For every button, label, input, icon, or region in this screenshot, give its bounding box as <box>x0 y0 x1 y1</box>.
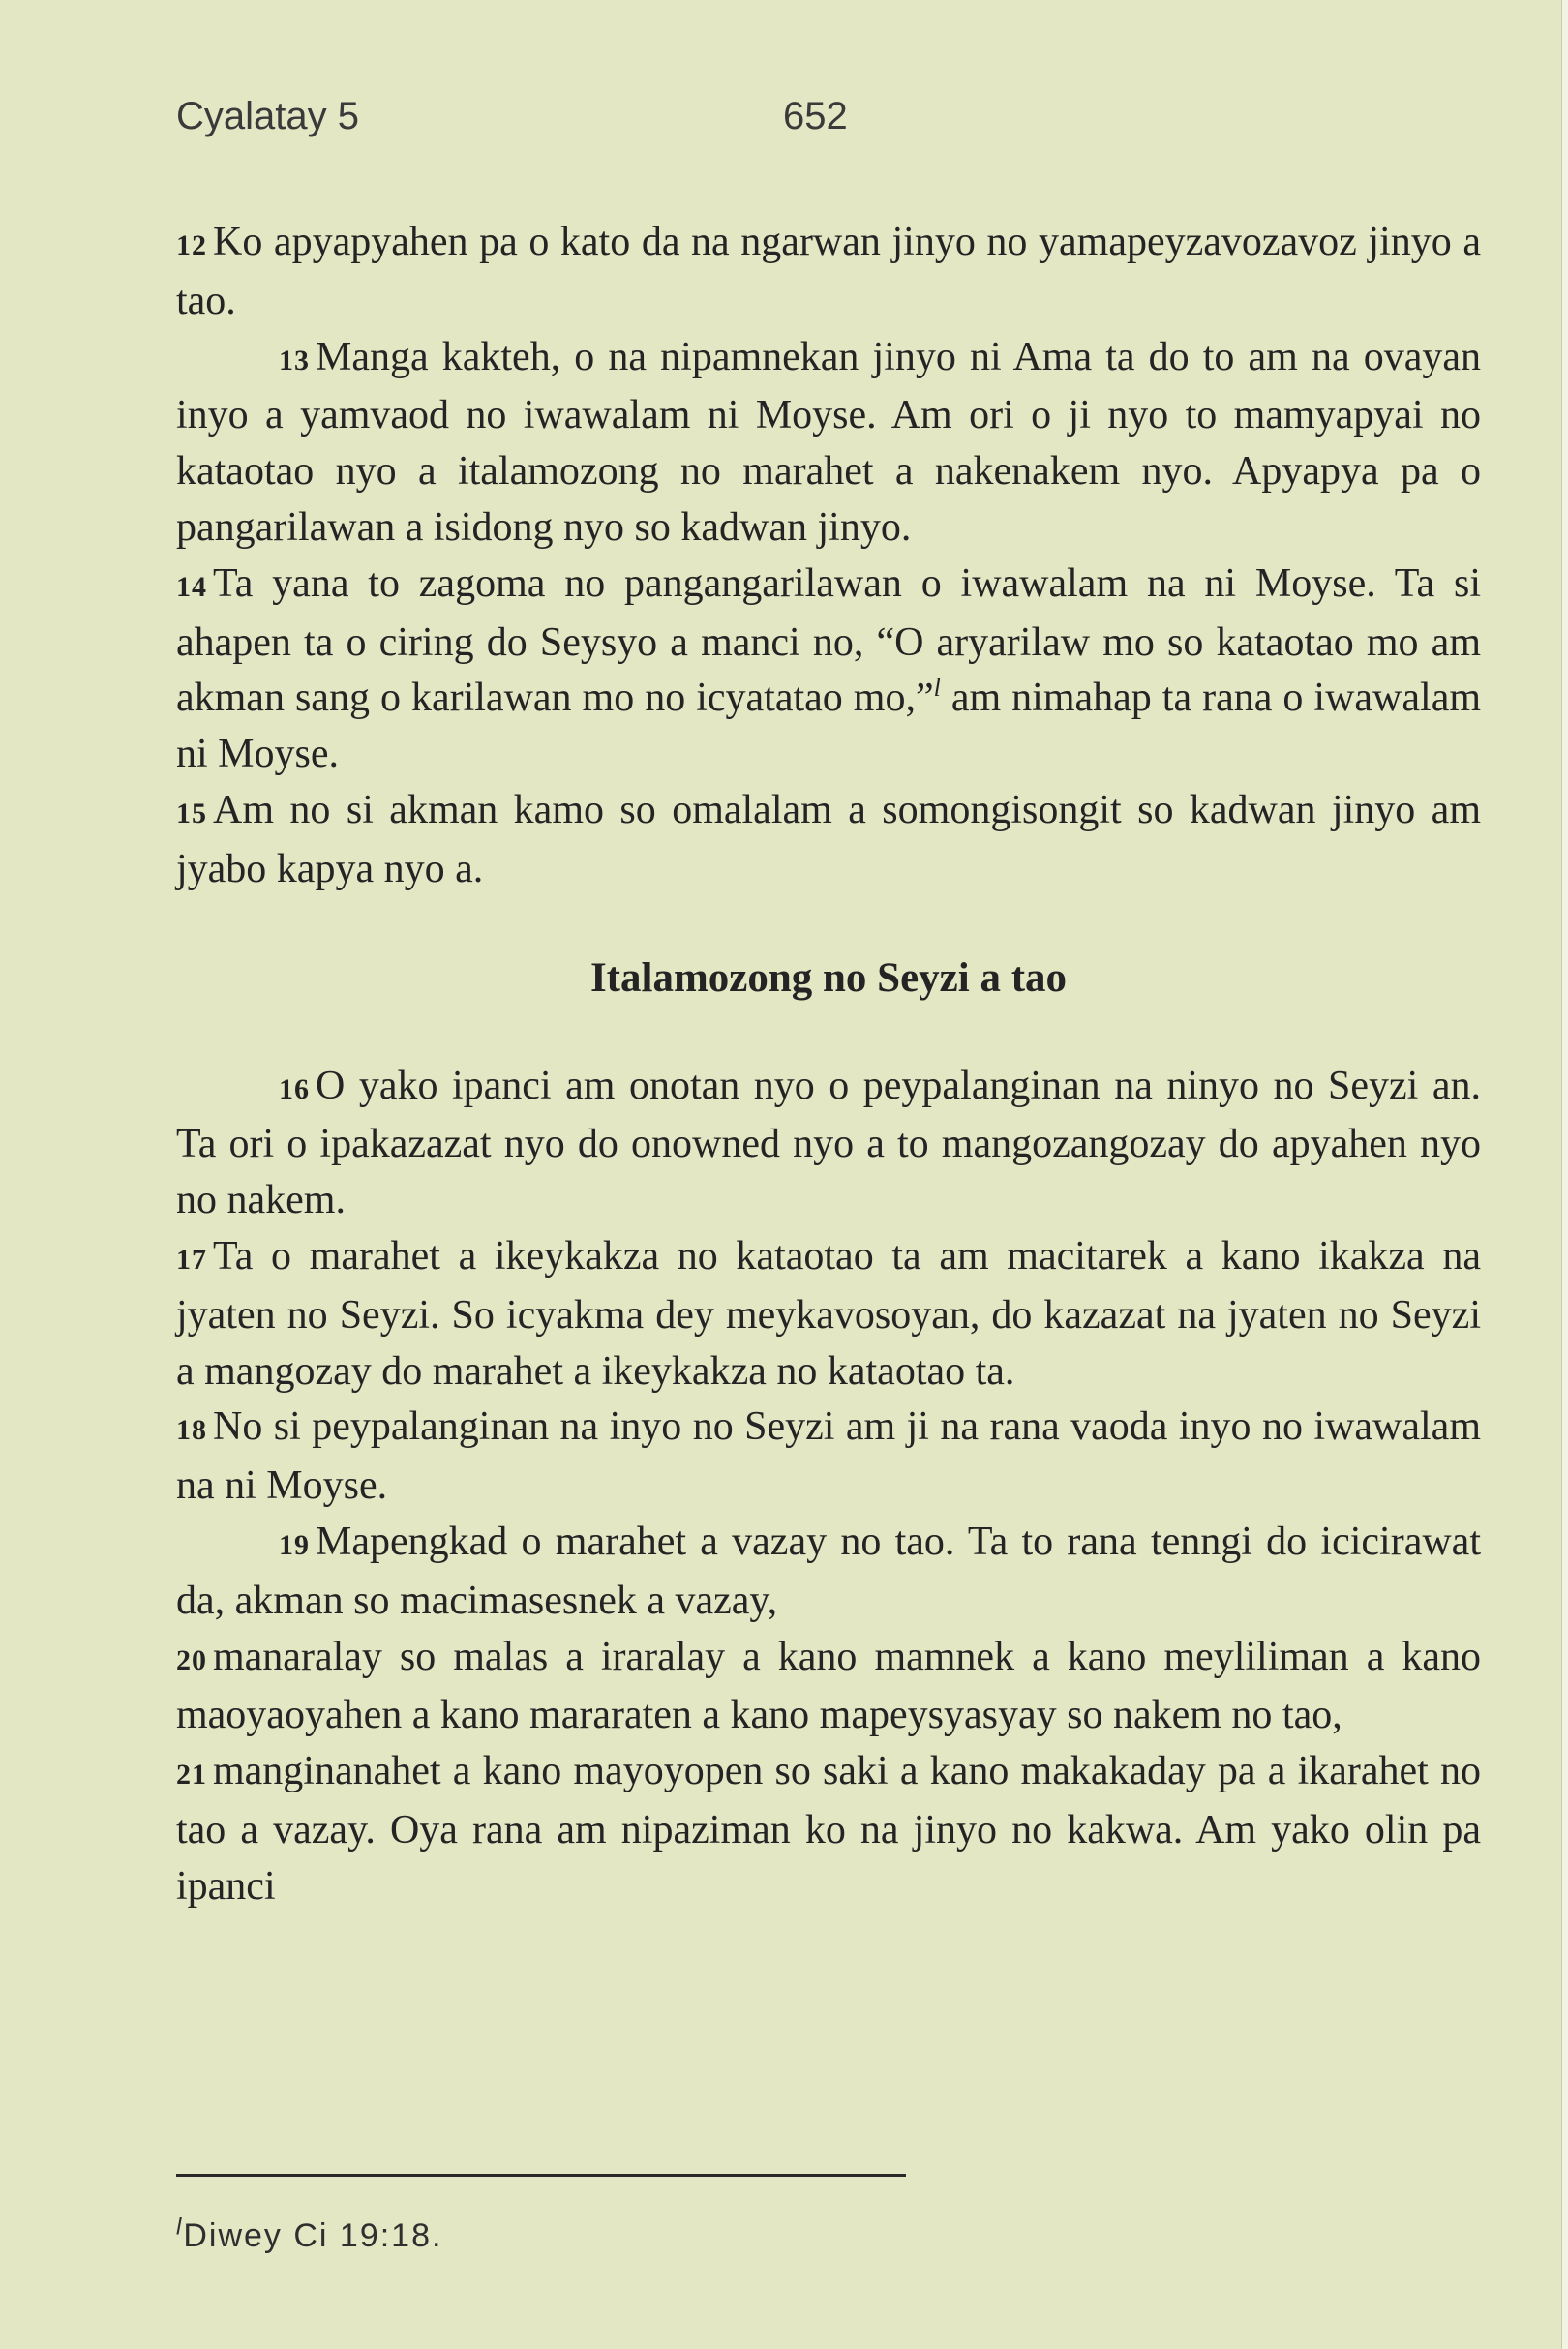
verse-16 <box>176 1059 1481 1229</box>
page-number: 652 <box>783 95 848 137</box>
footnote-marker: l <box>176 2213 184 2241</box>
verse-text: manginanahet a kano mayoyopen so saki a kano makakaday pa a ikarahet no tao a vazay. Oya rana am nipaziman ko na jinyo no kakwa. Am yako olin pa ipanci <box>176 1749 1481 1909</box>
verse-15 <box>176 783 1481 898</box>
verse-number: 14 <box>176 570 207 603</box>
verse-19 <box>176 1515 1481 1630</box>
footnote-divider <box>176 2174 906 2177</box>
verse-18 <box>176 1400 1481 1515</box>
verse-21 <box>176 1744 1481 1914</box>
verse-13 <box>176 330 1481 557</box>
verse-text-continued: am nimahap ta rana o iwawalam ni Moyse. <box>176 676 1482 777</box>
main-text <box>176 215 1481 1915</box>
verse-number: 17 <box>176 1243 207 1276</box>
verse-text: O yako ipanci am onotan nyo o peypalanginan na ninyo no Seyzi an. Ta ori o ipakazazat nyo do onowned nyo a to mangozangozay do apyahen nyo no nakem. <box>176 1063 1481 1223</box>
footnote-text: Diwey Ci 19:18. <box>183 2217 443 2254</box>
verse-number: 12 <box>176 229 207 261</box>
verse-number: 21 <box>176 1759 207 1792</box>
verse-17 <box>176 1229 1481 1400</box>
verse-14 <box>176 557 1481 783</box>
verse-number: 15 <box>176 797 207 829</box>
verse-text: Ta yana to zagoma no pangangarilawan o iwawalam na ni Moyse. Ta si ahapen ta o ciring do Seysyo a manci no, “O aryarilaw mo so kataotao mo am akman sang o karilawan mo no icyatatao mo,” <box>176 560 1481 721</box>
section-heading: Italamozong no Seyzi a tao <box>589 954 1068 1001</box>
verse-number: 18 <box>176 1414 207 1447</box>
footnote-reference[interactable]: l <box>933 674 941 703</box>
verse-12 <box>176 215 1481 330</box>
page-header <box>176 95 1473 153</box>
book-chapter-title: Cyalatay 5 <box>176 95 359 137</box>
verse-number: 16 <box>279 1072 310 1105</box>
verse-number: 19 <box>279 1528 310 1561</box>
verse-text: manaralay so malas a iraralay a kano mamnek a kano meyliliman a kano maoyaoyahen a kano mararaten a kano mapeysyasyay so nakem no tao, <box>176 1634 1481 1738</box>
verse-text: No si peypalanginan na inyo no Seyzi am ji na rana vaoda inyo no iwawalam na ni Moyse. <box>176 1404 1481 1509</box>
verse-number: 13 <box>279 344 310 376</box>
verse-text: Manga kakteh, o na nipamnekan jinyo ni Ama ta do to am na ovayan inyo a yamvaod no iwawalam ni Moyse. Am ori o ji nyo to mamyapyai no kataotao nyo a italamozong no marahet a nakenakem nyo. Apyapya pa o pangarilawan a isidong nyo so kadwan jinyo. <box>176 334 1481 550</box>
verse-text: Am no si akman kamo so omalalam a somongisongit so kadwan jinyo am jyabo kapya nyo a. <box>176 787 1481 891</box>
verse-number: 20 <box>176 1643 207 1676</box>
verse-text: Ta o marahet a ikeykakza no kataotao ta am macitarek a kano ikakza na jyaten no Seyzi. So icyakma dey meykavosoyan, do kazazat na jyaten no Seyzi a mangozay do marahet a ikeykakza no kataotao ta. <box>176 1233 1481 1394</box>
verse-text: Mapengkad o marahet a vazay no tao. Ta to rana tenngi do icicirawat da, akman so macimasesnek a vazay, <box>176 1519 1481 1623</box>
verse-text: Ko apyapyahen pa o kato da na ngarwan jinyo no yamapeyzavozavoz jinyo a tao. <box>176 220 1481 323</box>
footnote <box>176 2213 443 2255</box>
verse-20 <box>176 1630 1481 1745</box>
page-edge <box>1561 0 1568 2349</box>
